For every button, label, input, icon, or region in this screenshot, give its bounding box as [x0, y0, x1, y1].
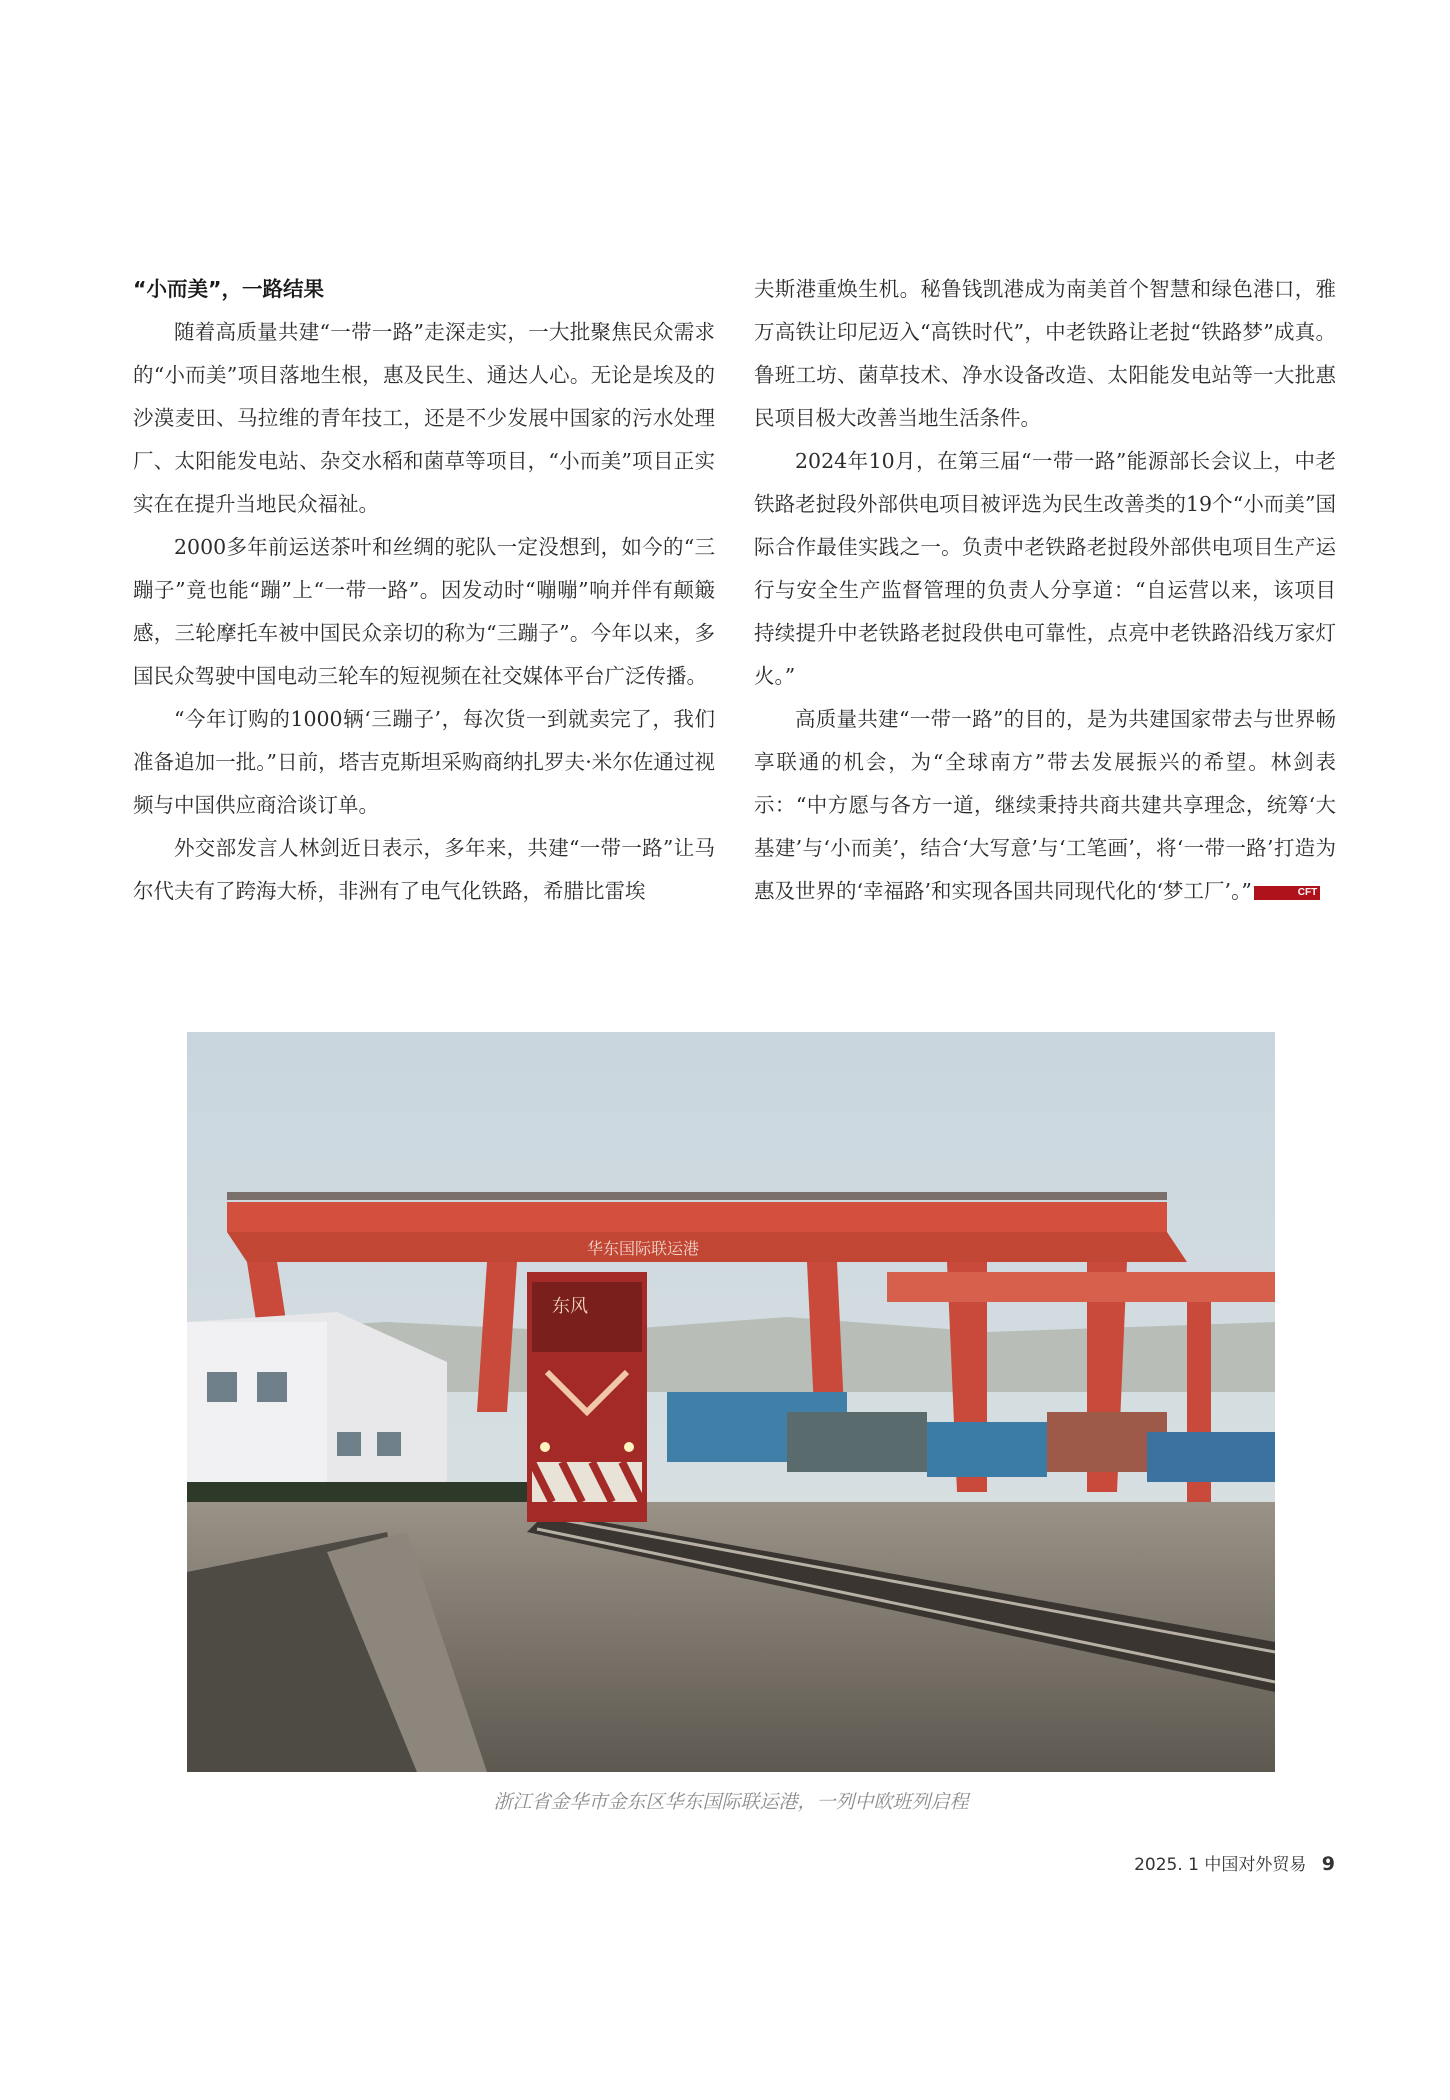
issue-date: 2025. 1: [1134, 1855, 1199, 1875]
paragraph: 外交部发言人林剑近日表示，多年来，共建“一带一路”让马尔代夫有了跨海大桥，非洲有了电气化铁路，希腊比雷埃: [133, 836, 715, 903]
paragraph: [754, 698, 1336, 913]
end-mark-logo: CFT: [1254, 886, 1320, 900]
train-photo-illustration: [187, 1032, 1275, 1772]
section-title: “小而美”，一路结果: [133, 277, 324, 301]
article-left-column: [133, 268, 715, 913]
article-right-column: [754, 268, 1336, 913]
photo-caption: 浙江省金华市金东区华东国际联运港，一列中欧班列启程: [493, 1791, 969, 1813]
paragraph-text: 高质量共建“一带一路”的目的，是为共建国家带去与世界畅享联通的机会，为“全球南方”带去发展振兴的希望。林剑表示：“中方愿与各方一道，继续秉持共商共建共享理念，统筹‘大基建’与‘小而美’，结合‘大写意’与‘工笔画’，将‘一带一路’打造为惠及世界的‘幸福路’和实现各国共同现代化的‘梦工厂’。”: [754, 707, 1336, 903]
paragraph: 随着高质量共建“一带一路”走深走实，一大批聚焦民众需求的“小而美”项目落地生根，惠及民生、通达人心。无论是埃及的沙漠麦田、马拉维的青年技工，还是不少发展中国家的污水处理厂、太阳能发电站、杂交水稻和菌草等项目，“小而美”项目正实实在在提升当地民众福祉。: [133, 320, 715, 516]
locomotive-name: 东风: [552, 1296, 588, 1317]
paragraph: “今年订购的1000辆‘三蹦子’，每次货一到就卖完了，我们准备追加一批。”日前，塔吉克斯坦采购商纳扎罗夫·米尔佐通过视频与中国供应商洽谈订单。: [133, 707, 715, 817]
page-number: 9: [1321, 1853, 1335, 1875]
magazine-name: 中国对外贸易: [1204, 1855, 1307, 1875]
crane-sign: 华东国际联运港: [587, 1241, 700, 1258]
paragraph: 2000多年前运送茶叶和丝绸的驼队一定没想到，如今的“三蹦子”竟也能“蹦”上“一带一路”。因发动时“嘣嘣”响并伴有颠簸感，三轮摩托车被中国民众亲切的称为“三蹦子”。今年以来，多国民众驾驶中国电动三轮车的短视频在社交媒体平台广泛传播。: [133, 535, 715, 688]
paragraph-continuation: 夫斯港重焕生机。秘鲁钱凯港成为南美首个智慧和绿色港口，雅万高铁让印尼迈入“高铁时代”，中老铁路让老挝“铁路梦”成真。鲁班工坊、菌草技术、净水设备改造、太阳能发电站等一大批惠民项目极大改善当地生活条件。: [754, 277, 1336, 430]
article-photo: [187, 1032, 1275, 1772]
page-footer: [1134, 1850, 1335, 1875]
paragraph: 2024年10月，在第三届“一带一路”能源部长会议上，中老铁路老挝段外部供电项目被评选为民生改善类的19个“小而美”国际合作最佳实践之一。负责中老铁路老挝段外部供电项目生产运行与安全生产监督管理的负责人分享道：“自运营以来，该项目持续提升中老铁路老挝段供电可靠性，点亮中老铁路沿线万家灯火。”: [754, 449, 1336, 688]
